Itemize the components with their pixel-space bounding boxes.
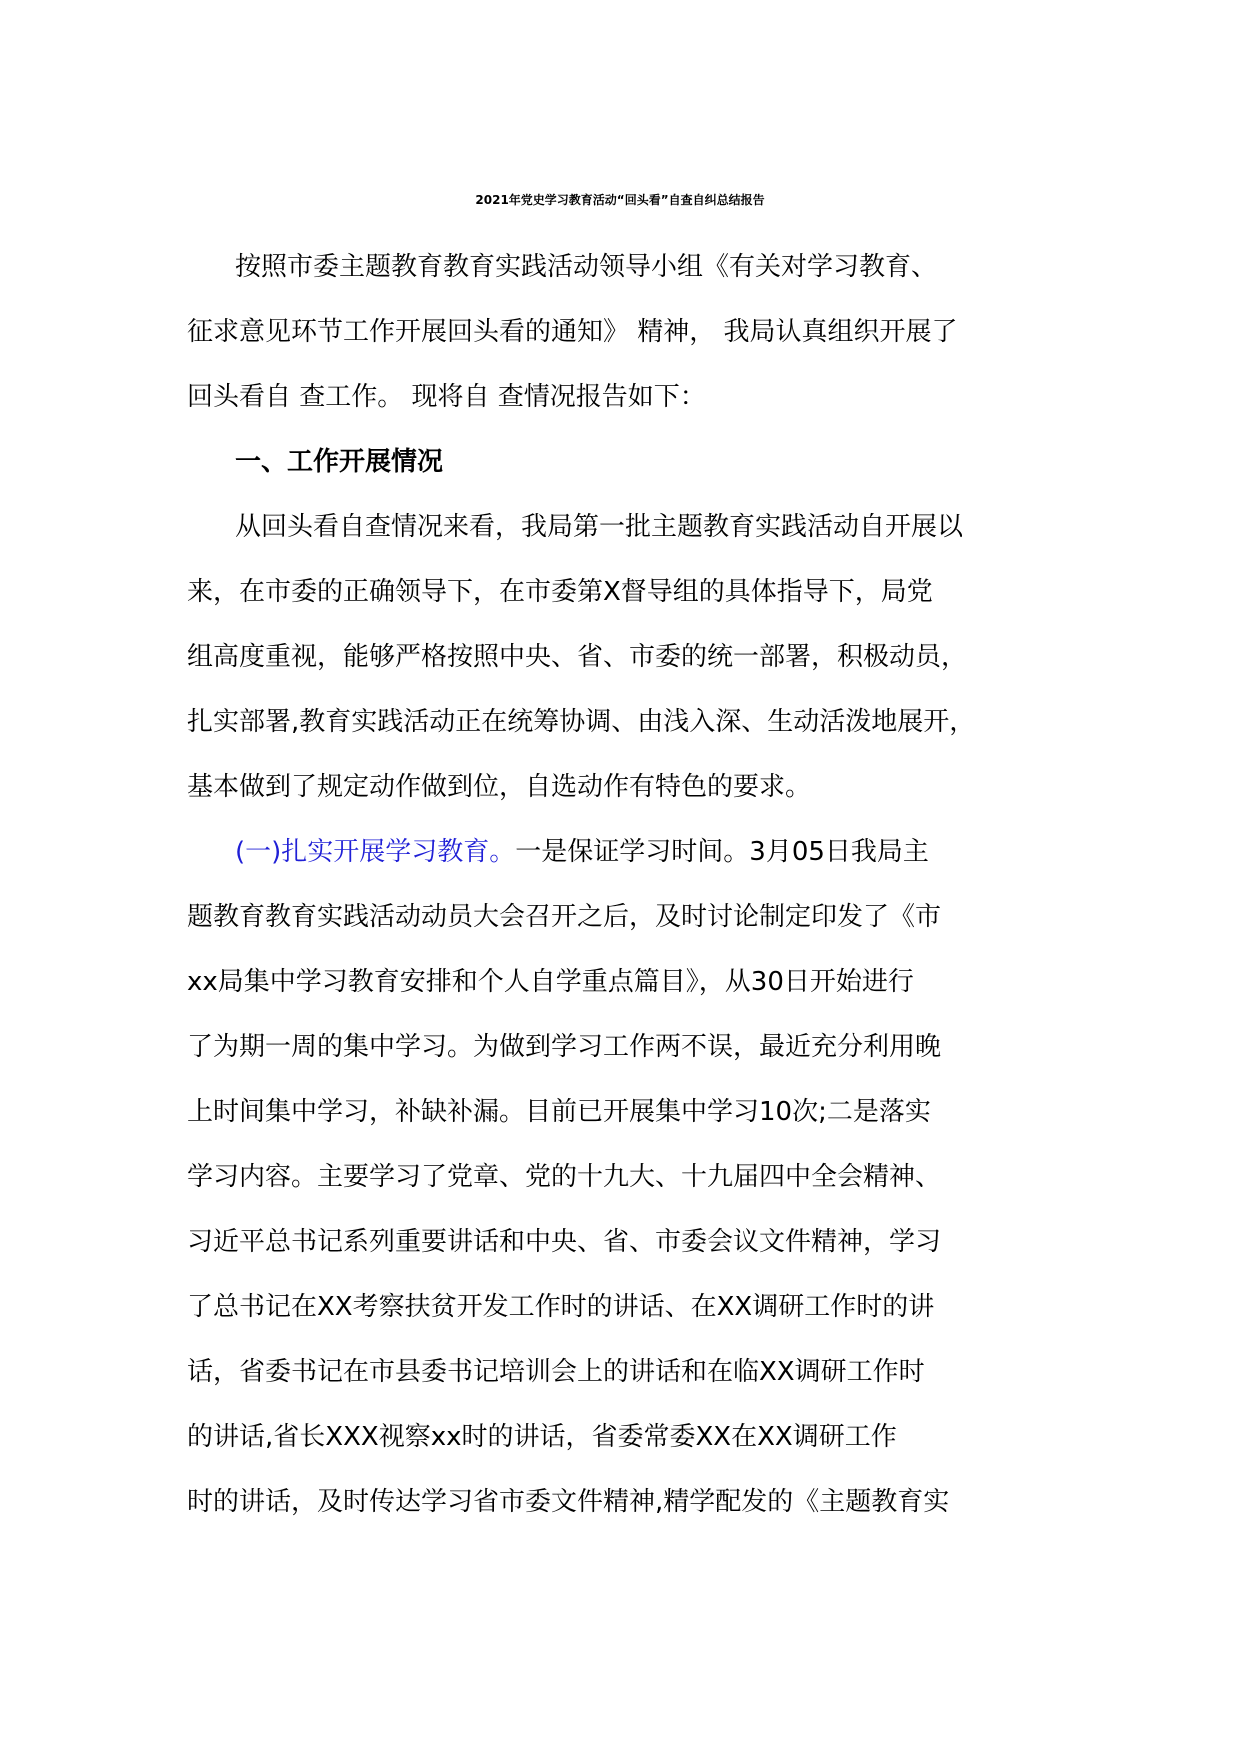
section-para-line-4: 扎实部署,教育实践活动正在统筹协调、由浅入深、生动活泼地展开， [187,707,976,737]
intro-line-1: 按照市委主题教育教育实践活动领导小组《有关对学习教育、 [235,252,938,282]
section-para-line-2: 来，在市委的正确领导下，在市委第X督导组的具体指导下，局党 [187,577,933,607]
document-title: 2021年党史学习教育活动“回头看”自查自纠总结报告 [475,193,765,207]
sub-para-line-11: 时的讲话，及时传达学习省市委文件精神,精学配发的《主题教育实 [187,1487,950,1517]
sub-heading: (一)扎实开展学习教育。 [235,837,516,867]
sub-para-line-9: 话，省委书记在市县委书记培训会上的讲话和在临XX调研工作时 [187,1357,925,1387]
section-para-line-3: 组高度重视，能够严格按照中央、省、市委的统一部署，积极动员， [187,642,968,672]
sub-para-line-4: 了为期一周的集中学习。为做到学习工作两不误，最近充分利用晚 [187,1032,942,1062]
sub-para-line-8: 了总书记在XX考察扶贫开发工作时的讲话、在XX调研工作时的讲 [187,1292,935,1322]
sub-para-line-1 [235,832,929,872]
sub-para-line-5: 上时间集中学习，补缺补漏。目前已开展集中学习10次;二是落实 [187,1097,931,1127]
sub-para-line-2: 题教育教育实践活动动员大会召开之后，及时讨论制定印发了《市 [187,902,942,932]
sub-para-line-6: 学习内容。主要学习了党章、党的十九大、十九届四中全会精神、 [187,1162,942,1192]
intro-line-3: 回头看自 查工作。 现将自 查情况报告如下： [187,382,706,412]
sub-para-line-7: 习近平总书记系列重要讲话和中央、省、市委会议文件精神，学习 [187,1227,942,1257]
intro-line-2: 征求意见环节工作开展回头看的通知》 精神， 我局认真组织开展了 [187,317,958,347]
sub-para-line-10: 的讲话,省长XXX视察xx时的讲话，省委常委XX在XX调研工作 [187,1422,897,1452]
section-para-line-1: 从回头看自查情况来看，我局第一批主题教育实践活动自开展以 [235,512,964,542]
section-heading: 一、工作开展情况 [235,447,444,477]
section-para-line-5: 基本做到了规定动作做到位，自选动作有特色的要求。 [187,772,812,802]
sub-para-first: 一是保证学习时间。3月05日我局主 [515,837,929,867]
sub-para-line-3: xx局集中学习教育安排和个人自学重点篇目》，从30日开始进行 [187,967,914,997]
